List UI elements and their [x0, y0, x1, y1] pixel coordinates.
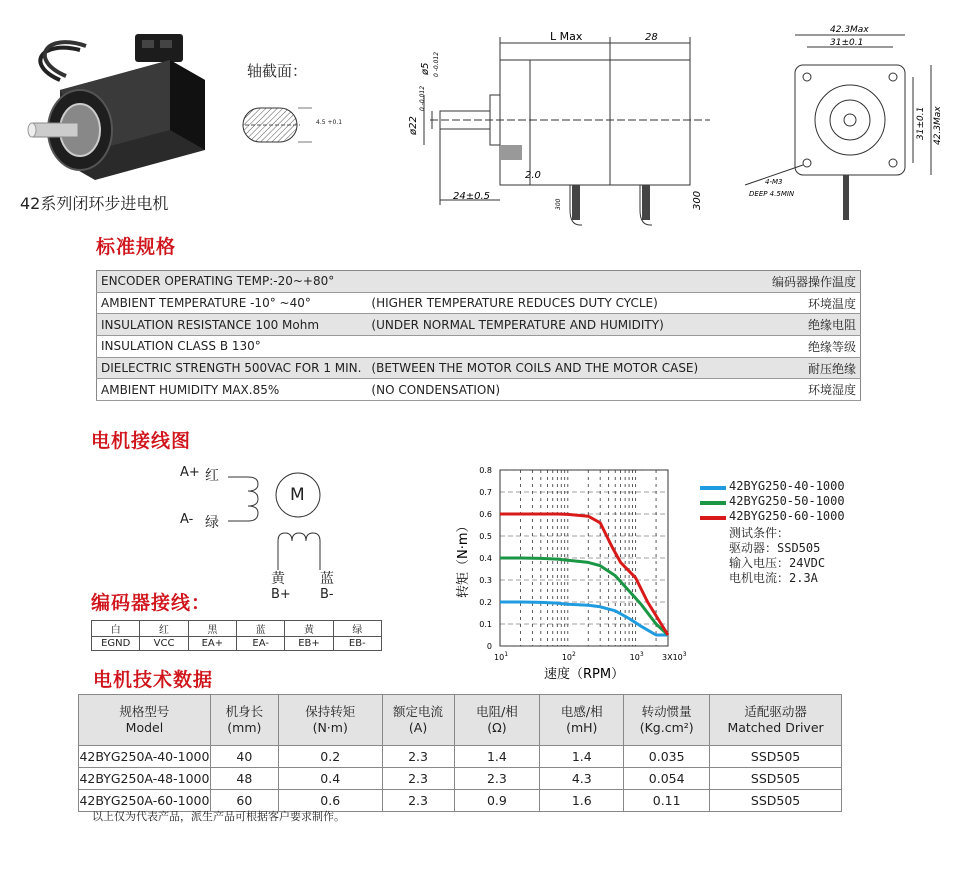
tech-cell: 0.9 — [454, 790, 540, 812]
spec-row — [97, 271, 861, 293]
width-max: 42.3Max — [830, 25, 869, 35]
tech-header — [624, 695, 710, 746]
wire-green: 绿 — [205, 515, 219, 531]
tech-header — [540, 695, 624, 746]
y-tick-label: 0.2 — [479, 598, 492, 607]
x-tick-exp: 3 — [682, 651, 687, 658]
spec-en: ENCODER OPERATING TEMP:-20~+80° — [97, 271, 372, 293]
tech-header — [79, 695, 211, 746]
side-view-drawing — [410, 25, 720, 230]
x-tick-label — [630, 651, 644, 662]
spec-en: AMBIENT TEMPERATURE -10° ~40° — [97, 292, 372, 314]
lead-length-2: 300 — [692, 190, 703, 210]
motor-symbol: M — [290, 485, 305, 505]
lead-length-1: 300 — [555, 198, 562, 210]
spec-row — [97, 314, 861, 336]
test-condition: 输入电压：24VDC — [729, 556, 826, 570]
front-view-drawing — [735, 20, 950, 230]
tech-header — [382, 695, 454, 746]
x-tick-exp: 2 — [572, 651, 576, 658]
height-max: 42.3Max — [933, 106, 943, 145]
legend-swatch — [700, 501, 726, 505]
wire-b-plus: B+ — [271, 587, 291, 602]
tech-header-en: (N·m) — [312, 720, 348, 735]
shaft-section-dim: 4.5 +0.1 — [316, 119, 343, 126]
spec-cn: 环境湿度 — [761, 379, 861, 401]
spec-note: (BETWEEN THE MOTOR COILS AND THE MOTOR CASE) — [371, 357, 760, 379]
encoder-title: 编码器接线： — [91, 592, 212, 614]
tech-header-en: (Ω) — [487, 720, 507, 735]
spec-en: AMBIENT HUMIDITY MAX.85% — [97, 379, 372, 401]
tech-header-en: (A) — [408, 720, 428, 735]
spec-cn: 绝缘等级 — [761, 336, 861, 358]
encoder-signal: EB+ — [285, 637, 333, 651]
y-tick-label: 0.3 — [479, 576, 492, 585]
x-axis-label: 速度（RPM） — [544, 667, 625, 682]
tech-row — [79, 768, 842, 790]
spec-note: (NO CONDENSATION) — [371, 379, 760, 401]
tech-cell: 0.11 — [624, 790, 710, 812]
tech-cell: 4.3 — [540, 768, 624, 790]
encoder-color: 黄 — [285, 621, 333, 637]
tech-header-cn: 适配驱动器 — [744, 704, 807, 719]
test-condition: 驱动器：SSD505 — [729, 541, 821, 555]
spec-en: INSULATION RESISTANCE 100 Mohm — [97, 314, 372, 336]
encoder-color: 黑 — [188, 621, 236, 637]
spec-note: (UNDER NORMAL TEMPERATURE AND HUMIDITY) — [371, 314, 760, 336]
legend-label: 42BYG250-40-1000 — [729, 479, 845, 493]
encoder-signal: EB- — [333, 637, 381, 651]
tech-cell: 0.054 — [624, 768, 710, 790]
boss-tolerance: 0 -0.012 — [419, 85, 426, 111]
y-tick-label: 0.7 — [479, 488, 492, 497]
tech-footnote: 以上仅为代表产品，派生产品可根据客户要求制作。 — [92, 810, 345, 823]
tech-row — [79, 746, 842, 768]
y-tick-label: 0.8 — [479, 466, 492, 475]
x-tick-exp: 3 — [639, 651, 644, 658]
wire-a-minus: A- — [180, 512, 194, 527]
wire-b-minus: B- — [320, 587, 334, 602]
x-tick-base: 10 — [494, 653, 505, 662]
spec-en: INSULATION CLASS B 130° — [97, 336, 372, 358]
encoder-signal: EA+ — [188, 637, 236, 651]
spec-row — [97, 357, 861, 379]
tech-cell: 1.4 — [540, 746, 624, 768]
tech-header-en: Matched Driver — [727, 720, 824, 735]
encoder-color: 绿 — [333, 621, 381, 637]
shaft-length: 24±0.5 — [453, 191, 491, 202]
spec-note — [371, 336, 760, 358]
spec-en: DIELECTRIC STRENGTH 500VAC FOR 1 MIN. — [97, 357, 372, 379]
height-pitch: 31±0.1 — [916, 106, 926, 140]
tech-header-cn: 电感/相 — [560, 704, 603, 719]
tech-cell: 42BYG250A-40-1000 — [79, 746, 211, 768]
y-tick-label: 0.1 — [479, 620, 492, 629]
wire-blue: 蓝 — [320, 571, 334, 587]
tech-header-cn: 转动惯量 — [641, 704, 692, 719]
y-tick-label: 0 — [486, 642, 492, 651]
encoder-length: 28 — [645, 32, 658, 43]
hole-pitch: 31±0.1 — [830, 38, 864, 48]
series-title: 42系列闭环步进电机 — [20, 194, 169, 213]
tech-header-en: (Kg.cm²) — [639, 720, 694, 735]
y-tick-label: 0.5 — [479, 532, 492, 541]
tech-cell: 0.6 — [278, 790, 382, 812]
series-line-2 — [500, 558, 668, 635]
tech-cell: 42BYG250A-48-1000 — [79, 768, 211, 790]
tech-header-en: (mm) — [227, 720, 262, 735]
tech-cell: 2.3 — [382, 746, 454, 768]
x-tick-exp: 1 — [504, 651, 509, 658]
tech-cell: 1.6 — [540, 790, 624, 812]
spec-row — [97, 292, 861, 314]
encoder-signal: VCC — [140, 637, 188, 651]
tech-cell: SSD505 — [710, 790, 842, 812]
tech-header — [710, 695, 842, 746]
tech-header — [210, 695, 278, 746]
screw-spec: 4-M3 — [765, 178, 783, 186]
spec-title: 标准规格 — [96, 236, 177, 258]
spec-cn: 耐压绝缘 — [761, 357, 861, 379]
tech-title: 电机技术数据 — [93, 669, 214, 691]
tech-cell: 1.4 — [454, 746, 540, 768]
encoder-table — [91, 620, 382, 651]
x-tick-base: 10 — [629, 653, 640, 662]
encoder-color: 白 — [92, 621, 140, 637]
spec-cn: 编码器操作温度 — [761, 271, 861, 293]
spec-cn: 环境温度 — [761, 292, 861, 314]
x-tick-label — [562, 651, 576, 662]
shaft-diameter: ø5 — [420, 62, 431, 75]
encoder-color: 蓝 — [237, 621, 285, 637]
x-tick-label — [662, 651, 687, 662]
tech-cell: 60 — [210, 790, 278, 812]
wire-red: 红 — [205, 468, 219, 484]
tech-header-cn: 保持转矩 — [305, 704, 356, 719]
x-tick-base: 10 — [561, 653, 573, 662]
encoder-signal: EGND — [92, 637, 140, 651]
tech-header-cn: 规格型号 — [119, 704, 170, 719]
test-condition: 电机电流：2.3A — [729, 571, 818, 585]
legend-swatch — [700, 486, 726, 490]
tech-cell: 2.3 — [382, 790, 454, 812]
tech-cell: 42BYG250A-60-1000 — [79, 790, 211, 812]
test-condition: 测试条件： — [729, 526, 790, 540]
tech-cell: SSD505 — [710, 768, 842, 790]
tech-cell: 0.4 — [278, 768, 382, 790]
spec-table — [96, 270, 861, 401]
encoder-signal: EA- — [237, 637, 285, 651]
torque-speed-chart — [445, 460, 685, 685]
tech-header-cn: 额定电流 — [393, 704, 444, 719]
shaft-section-label: 轴截面： — [247, 62, 308, 80]
y-tick-label: 0.4 — [479, 554, 492, 563]
tech-header-cn: 电阻/相 — [476, 704, 518, 719]
spec-cn: 绝缘电阻 — [761, 314, 861, 336]
tech-header — [454, 695, 540, 746]
length-label: L Max — [550, 30, 583, 43]
tech-header — [278, 695, 382, 746]
wire-a-plus: A+ — [180, 465, 200, 480]
legend-label: 42BYG250-60-1000 — [729, 509, 845, 523]
tech-header-cn: 机身长 — [225, 704, 264, 719]
y-tick-label: 0.6 — [479, 510, 492, 519]
tech-table — [78, 694, 842, 812]
shaft-tolerance: 0 -0.012 — [433, 51, 440, 77]
tech-cell: 0.035 — [624, 746, 710, 768]
x-tick-base: 3X10 — [662, 653, 683, 662]
tech-cell: 40 — [210, 746, 278, 768]
y-axis-label: 转矩（N·m） — [456, 519, 471, 598]
wiring-title: 电机接线图 — [91, 430, 192, 452]
encoder-color: 红 — [140, 621, 188, 637]
spec-row — [97, 379, 861, 401]
screw-depth: DEEP 4.5MIN — [749, 190, 795, 198]
legend-swatch — [700, 516, 726, 520]
boss-diameter: ø22 — [408, 116, 419, 135]
spec-note: (HIGHER TEMPERATURE REDUCES DUTY CYCLE) — [371, 292, 760, 314]
tech-header-en: Model — [125, 720, 164, 735]
legend-label: 42BYG250-50-1000 — [729, 494, 845, 508]
wire-yellow: 黄 — [271, 571, 285, 587]
tech-cell: 0.2 — [278, 746, 382, 768]
tech-cell: 48 — [210, 768, 278, 790]
tech-header-en: (mH) — [566, 720, 598, 735]
tech-cell: SSD505 — [710, 746, 842, 768]
tech-cell: 2.3 — [382, 768, 454, 790]
series-line-3 — [500, 514, 668, 635]
motor-photo — [20, 20, 220, 190]
x-tick-label — [494, 651, 508, 662]
spec-row — [97, 336, 861, 358]
spec-note — [371, 271, 760, 293]
flange-thickness: 2.0 — [525, 170, 541, 181]
tech-cell: 2.3 — [454, 768, 540, 790]
